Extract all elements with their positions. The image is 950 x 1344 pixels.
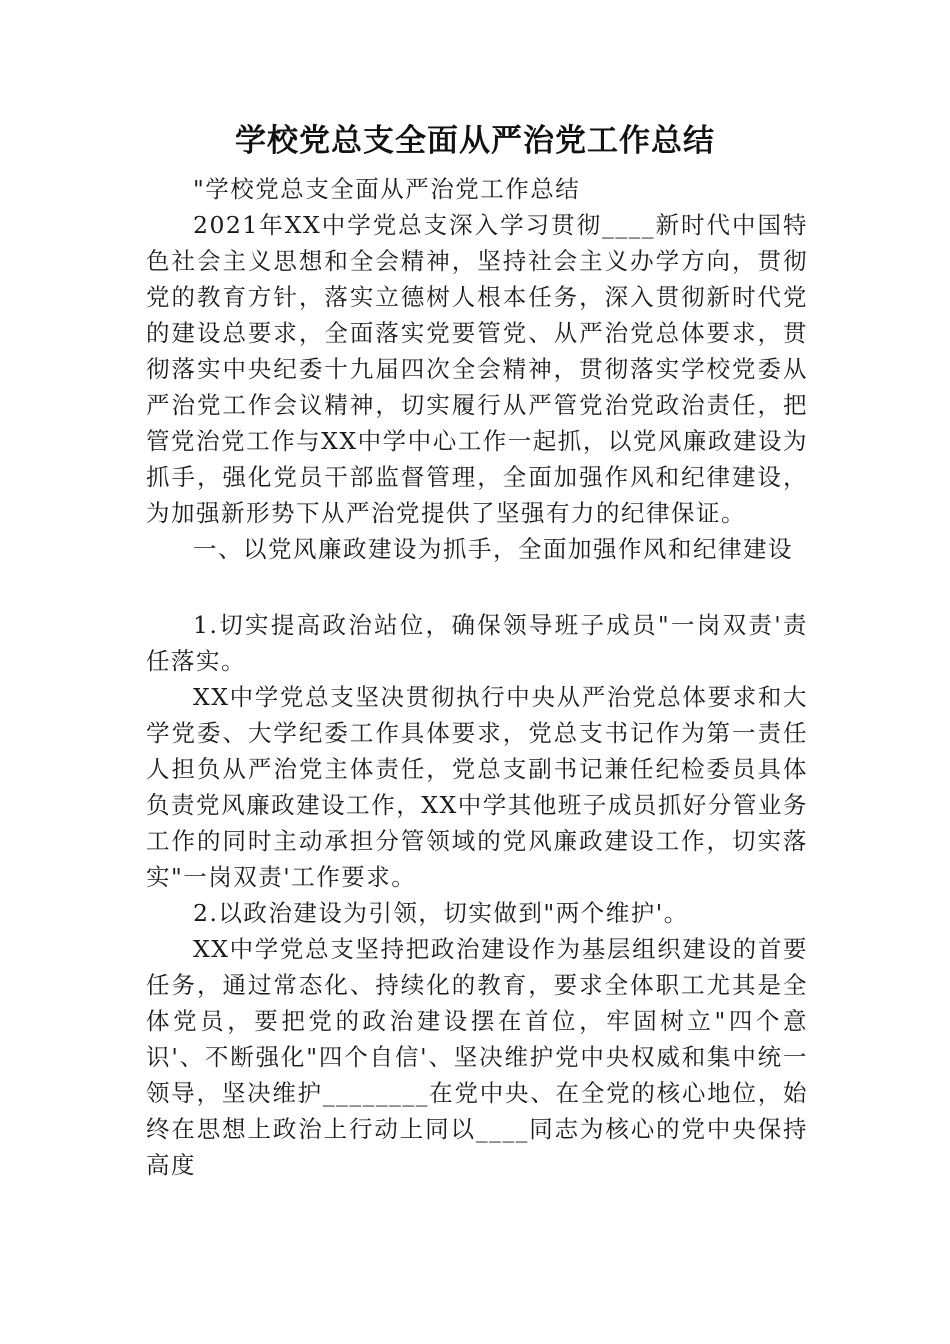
paragraph-intro: 2021年XX中学党总支深入学习贯彻____新时代中国特色社会主义思想和全会精神，坚持社会主义办学方向，贯彻党的教育方针，落实立德树人根本任务，深入贯彻新时代党的建设总要求，全面落实党要管党、从严治党总体要求，贯彻落实中央纪委十九届四次全会精神，贯彻落实学校党委从严治党工作会议精神，切实履行从严管党治党政治责任，把管党治党工作与XX中学中心工作一起抓，以党风廉政建设为抓手，强化党员干部监督管理，全面加强作风和纪律建设，为加强新形势下从严治党提供了坚强有力的纪律保证。 xyxy=(146,211,808,527)
section-heading-1: 一、以党风廉政建设为抓手，全面加强作风和纪律建设 xyxy=(193,535,793,563)
paragraph-body-2: XX中学党总支坚持把政治建设作为基层组织建设的首要任务，通过常态化、持续化的教育，要求全体职工尤其是全体党员，要把党的政治建设摆在首位，牢固树立"四个意识'、不断强化"四个自信'、坚决维护党中央权威和集中统一领导，坚决维护________在党中央、在全党的核心地位，始终在思想上政治上行动上同以____同志为核心的党中央保持高度 xyxy=(146,935,808,1179)
document-body xyxy=(146,171,808,1183)
subheading-2: 2.以政治建设为引领，切实做到"两个维护'。 xyxy=(193,899,689,927)
document-title: 学校党总支全面从严治党工作总结 xyxy=(235,123,715,159)
paragraph-subtitle: "学校党总支全面从严治党工作总结 xyxy=(193,175,581,203)
subheading-1: 1.切实提高政治站位，确保领导班子成员"一岗双责'责任落实。 xyxy=(146,611,808,675)
paragraph-body-1: XX中学党总支坚决贯彻执行中央从严治党总体要求和大学党委、大学纪委工作具体要求，党总支书记作为第一责任人担负从严治党主体责任，党总支副书记兼任纪检委员具体负责党风廉政建设工作，XX中学其他班子成员抓好分管业务工作的同时主动承担分管领域的党风廉政建设工作，切实落实"一岗双责'工作要求。 xyxy=(146,683,808,891)
